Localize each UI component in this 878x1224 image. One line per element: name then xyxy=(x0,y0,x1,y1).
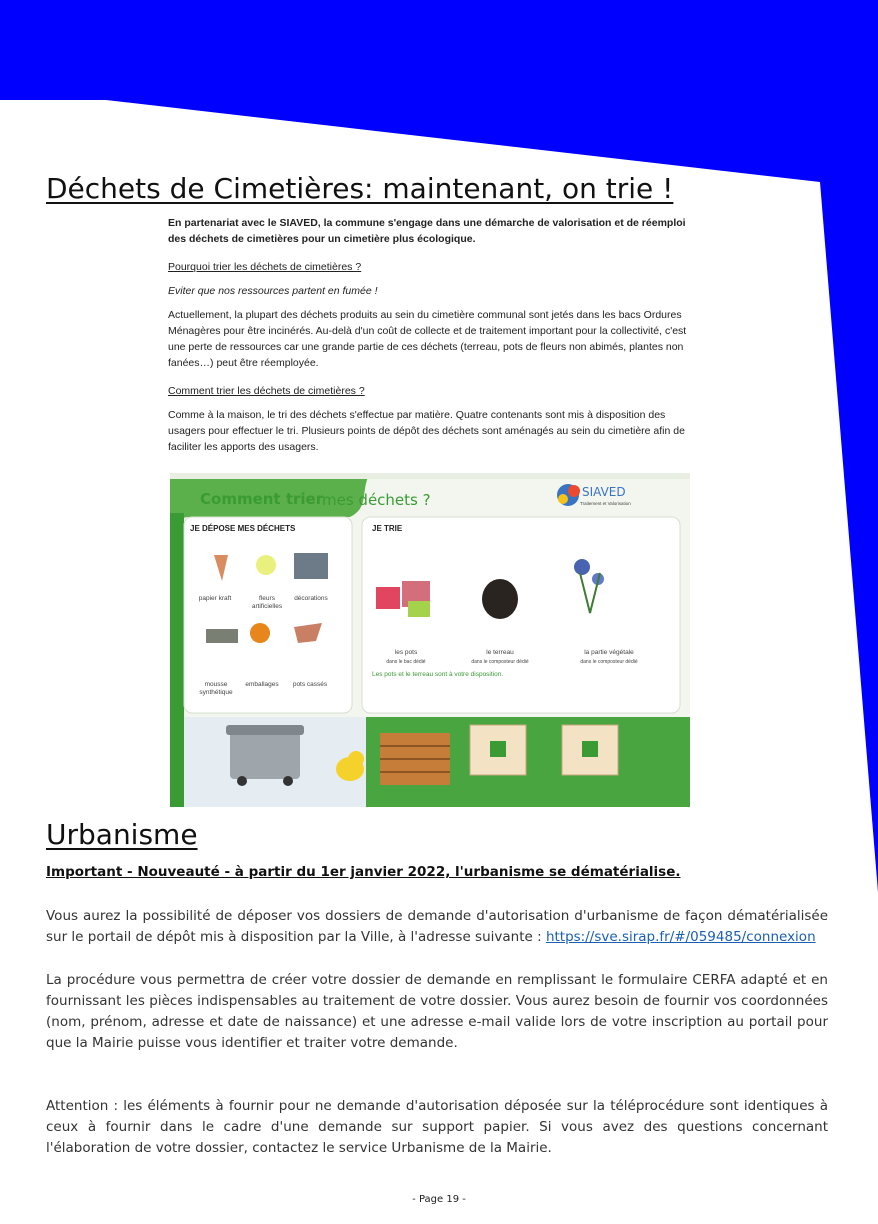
item-label-pots-casses: pots cassés xyxy=(292,681,328,688)
item-label-mousse: mousse synthétique xyxy=(199,681,233,696)
scanned-article xyxy=(150,205,690,810)
portal-link[interactable]: https://sve.sirap.fr/#/059485/connexion xyxy=(545,929,816,945)
article-tagline: Eviter que nos ressources partent en fumée ! xyxy=(168,285,378,297)
urbanisme-paragraph-1-text: Vous aurez la possibilité de déposer vos dossiers de demande d'autorisation d'urbanisme de façon dématérialisée sur le portail de dépôt mis à disposition par la Ville, à l'adresse suivante : xyxy=(46,908,828,945)
article-paragraph-1: Actuellement, la plupart des déchets produits au sein du cimetière communal sont jetés dans les bacs Ordures Ménagères pour être incinérés. Au-delà d'un coût de collecte et de traitement important pour la collectivité, c'est une perte de ressources car une grande partie de ces déchets (terreau, pots de fleurs non abimés, plantes non fanées…) peut être réemployée. xyxy=(168,309,687,369)
article-question-how: Comment trier les déchets de cimetières ? xyxy=(168,385,365,397)
section-title-urbanisme: Urbanisme xyxy=(46,818,198,851)
item-label-papier-kraft: papier kraft xyxy=(198,595,232,602)
item-sub-partie-vegetale: dans le composteur dédié xyxy=(580,659,638,665)
infographic-title-light: mes déchets ? xyxy=(322,491,431,509)
article-paragraph-2: Comme à la maison, le tri des déchets s'effectue par matière. Quatre contenants sont mis à disposition des usagers pour effectuer le tri. Plusieurs points de dépôt des déchets sont aménagés au sein du cimetière afin de faciliter les apports des usagers. xyxy=(168,409,685,453)
infographic-title-bold: Comment trier xyxy=(200,490,324,508)
article-intro: En partenariat avec le SIAVED, la commune s'engage dans une démarche de valorisation et de réemploi des déchets de cimetières pour un cimetière plus écologique. xyxy=(168,217,686,245)
urbanisme-paragraph-3: Attention : les éléments à fournir pour ne demande d'autorisation déposée sur la téléprocédure sont identiques à ceux à fournir dans le cadre d'une demande sur support papier. Si vous avez des questions concernant l'élaboration de votre dossier, contactez le service Urbanisme de la Mairie. xyxy=(46,1098,828,1156)
left-panel-header: JE DÉPOSE MES DÉCHETS xyxy=(190,524,296,533)
item-label-fleurs: fleurs artificielles xyxy=(251,595,283,610)
siaved-brand-sub: Traitement et Valorisation xyxy=(580,501,631,506)
urbanisme-paragraph-1 xyxy=(46,906,828,948)
page-number: - Page 19 - xyxy=(412,1194,466,1205)
siaved-brand: SIAVED xyxy=(582,485,626,499)
item-label-emballages: emballages xyxy=(245,681,279,688)
urbanisme-important-notice: Important - Nouveauté - à partir du 1er janvier 2022, l'urbanisme se dématérialise. xyxy=(46,864,681,880)
item-sub-les-pots: dans le bac dédié xyxy=(386,659,426,665)
item-sub-le-terreau: dans le composteur dédié xyxy=(471,659,529,665)
item-label-decorations: décorations xyxy=(294,595,328,602)
item-label-partie-vegetale: la partie végétale xyxy=(584,649,634,656)
urbanisme-paragraph-2: La procédure vous permettra de créer votre dossier de demande en remplissant le formulaire CERFA adapté et en fournissant les pièces indispensables au traitement de votre dossier. Vous aurez besoin de fournir vos coordonnées (nom, prénom, adresse et date de naissance) et une adresse e-mail valide lors de votre inscription au portail pour que la Mairie puisse vous identifier et traiter votre demande. xyxy=(46,972,828,1051)
right-panel-header: JE TRIE xyxy=(372,524,403,533)
sorting-infographic xyxy=(170,473,690,807)
item-label-le-terreau: le terreau xyxy=(486,649,514,656)
article-question-why: Pourquoi trier les déchets de cimetières ? xyxy=(168,261,362,273)
section-title-cemetery-waste: Déchets de Cimetières: maintenant, on trie ! xyxy=(46,172,674,205)
infographic-note: Les pots et le terreau sont à votre disposition. xyxy=(372,671,504,678)
item-label-les-pots: les pots xyxy=(394,649,418,656)
